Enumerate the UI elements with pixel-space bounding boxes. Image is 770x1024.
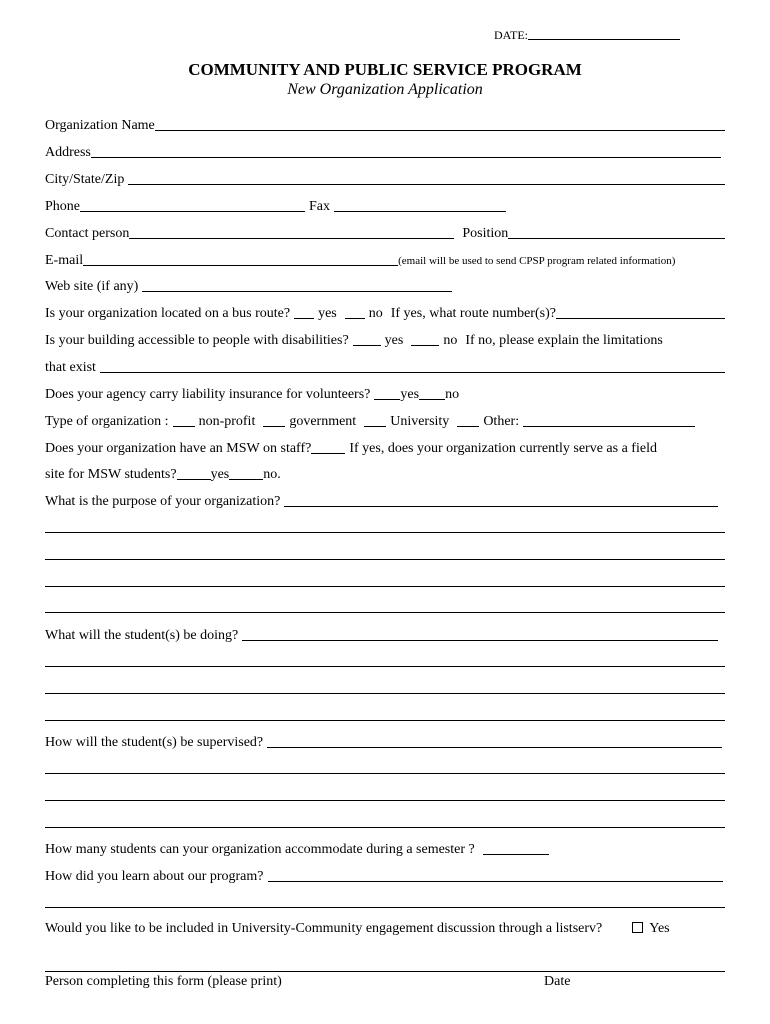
phone-fax-row — [45, 195, 725, 215]
contact-label: Contact person — [45, 226, 130, 241]
listserv-checkbox[interactable] — [632, 922, 643, 933]
insurance-yes-blank[interactable] — [374, 386, 400, 400]
contact-blank[interactable] — [129, 225, 454, 239]
accommodate-blank[interactable] — [483, 841, 549, 855]
supervised-line-1[interactable] — [45, 773, 725, 774]
fax-label: Fax — [309, 199, 330, 214]
msw-blank[interactable] — [311, 440, 345, 454]
msw-site-no-label: no. — [263, 467, 281, 482]
msw-followup: If yes, does your organization currently serve as a field — [349, 441, 657, 456]
supervised-line-3[interactable] — [45, 827, 725, 828]
learn-line-1[interactable] — [45, 907, 725, 908]
contact-row — [45, 222, 725, 242]
accessible-row — [45, 329, 725, 349]
address-row — [45, 141, 721, 161]
accessible-question: Is your building accessible to people with disabilities? — [45, 333, 349, 348]
msw-site-no-blank[interactable] — [229, 466, 263, 480]
government-label: government — [289, 414, 357, 429]
email-note: (email will be used to send CPSP program related information) — [398, 255, 676, 267]
phone-blank[interactable] — [80, 198, 305, 212]
students-doing-line-1[interactable] — [45, 666, 725, 667]
accommodate-question: How many students can your organization accommodate during a semester ? — [45, 842, 475, 857]
government-blank[interactable] — [263, 413, 285, 427]
university-label: University — [390, 414, 450, 429]
purpose-row — [45, 490, 718, 510]
email-label: E-mail — [45, 253, 84, 268]
students-doing-line-2[interactable] — [45, 693, 725, 694]
nonprofit-blank[interactable] — [173, 413, 195, 427]
accessible-no-label: no — [443, 333, 458, 348]
bus-route-question: Is your organization located on a bus route? — [45, 306, 291, 321]
msw-site-label: site for MSW students? — [45, 467, 177, 482]
listserv-question: Would you like to be included in University-Community engagement discussion through a listserv? — [45, 921, 603, 936]
email-blank[interactable] — [83, 252, 398, 266]
insurance-question: Does your agency carry liability insurance for volunteers? — [45, 387, 371, 402]
learn-row — [45, 865, 723, 885]
insurance-no-label: no — [445, 387, 460, 402]
bus-no-blank[interactable] — [345, 305, 365, 319]
purpose-line-3[interactable] — [45, 586, 725, 587]
address-label: Address — [45, 145, 91, 160]
msw-question: Does your organization have an MSW on staff? — [45, 441, 312, 456]
bus-followup: If yes, what route number(s)? — [390, 306, 556, 321]
org-type-row — [45, 410, 725, 430]
website-row — [45, 275, 725, 295]
accessible-yes-blank[interactable] — [353, 332, 381, 346]
limitations-label: that exist — [45, 360, 96, 375]
date-field[interactable] — [494, 28, 680, 43]
purpose-line-2[interactable] — [45, 559, 725, 560]
learn-blank[interactable] — [268, 868, 724, 882]
purpose-blank[interactable] — [284, 493, 718, 507]
students-doing-blank[interactable] — [242, 627, 718, 641]
email-row — [45, 249, 725, 269]
org-name-label: Organization Name — [45, 118, 155, 133]
website-blank[interactable] — [142, 278, 452, 292]
limitations-row — [45, 356, 725, 376]
position-blank[interactable] — [508, 225, 725, 239]
footer-date-label: Date — [544, 974, 571, 989]
city-blank[interactable] — [128, 171, 725, 185]
supervised-line-2[interactable] — [45, 800, 725, 801]
org-name-row — [45, 114, 725, 134]
msw-row — [45, 437, 725, 457]
org-type-label: Type of organization : — [45, 414, 169, 429]
accessible-followup: If no, please explain the limitations — [465, 333, 663, 348]
address-blank[interactable] — [91, 144, 721, 158]
nonprofit-label: non-profit — [198, 414, 256, 429]
bus-route-row — [45, 302, 725, 322]
learn-question: How did you learn about our program? — [45, 869, 264, 884]
purpose-line-1[interactable] — [45, 532, 725, 533]
supervised-question: How will the student(s) be supervised? — [45, 735, 264, 750]
supervised-row — [45, 731, 722, 751]
insurance-no-blank[interactable] — [419, 386, 445, 400]
bus-route-number-blank[interactable] — [556, 305, 725, 319]
person-completing-label: Person completing this form (please print) — [45, 974, 282, 989]
listserv-yes-label: Yes — [649, 921, 670, 936]
city-label: City/State/Zip — [45, 172, 125, 187]
insurance-yes-label: yes — [400, 387, 420, 402]
supervised-blank[interactable] — [267, 734, 722, 748]
signature-line[interactable] — [45, 971, 725, 972]
purpose-question: What is the purpose of your organization? — [45, 494, 281, 509]
bus-yes-label: yes — [318, 306, 337, 321]
accommodate-row — [45, 838, 725, 858]
position-label: Position — [462, 226, 509, 241]
msw-site-yes-blank[interactable] — [177, 466, 211, 480]
students-doing-line-3[interactable] — [45, 720, 725, 721]
accessible-yes-label: yes — [384, 333, 404, 348]
accessible-no-blank[interactable] — [411, 332, 439, 346]
msw-site-yes-label: yes — [210, 467, 230, 482]
phone-label: Phone — [45, 199, 80, 214]
org-name-blank[interactable] — [155, 117, 725, 131]
msw-site-row — [45, 463, 725, 483]
students-doing-row — [45, 624, 718, 644]
date-blank[interactable] — [528, 29, 680, 40]
limitations-blank[interactable] — [100, 359, 725, 373]
listserv-yes-option[interactable] — [632, 921, 669, 937]
listserv-row — [45, 917, 725, 937]
other-check-blank[interactable] — [457, 413, 479, 427]
date-label: DATE: — [494, 28, 528, 42]
other-label: Other: — [483, 414, 520, 429]
form-subtitle: New Organization Application — [287, 81, 483, 98]
university-blank[interactable] — [364, 413, 386, 427]
city-row — [45, 168, 725, 188]
bus-yes-blank[interactable] — [294, 305, 314, 319]
insurance-row — [45, 383, 725, 403]
fax-blank[interactable] — [334, 198, 506, 212]
students-doing-question: What will the student(s) be doing? — [45, 628, 239, 643]
website-label: Web site (if any) — [45, 279, 139, 294]
form-title: COMMUNITY AND PUBLIC SERVICE PROGRAM — [188, 60, 582, 79]
other-text-blank[interactable] — [523, 413, 695, 427]
purpose-line-4[interactable] — [45, 612, 725, 613]
bus-no-label: no — [368, 306, 383, 321]
